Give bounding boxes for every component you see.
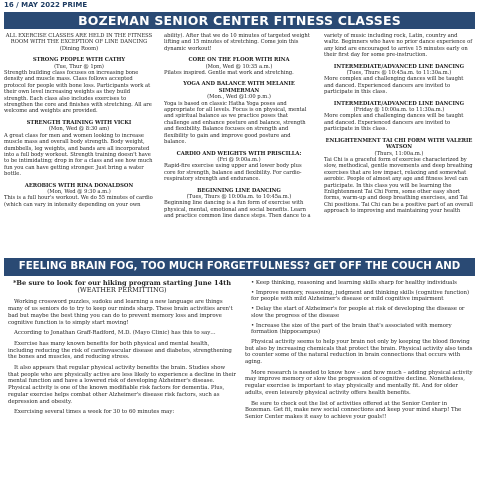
benefit-bullet: • Improve memory, reasoning, judgment and thinking skills (cognitive function) for people with mild Alzheimer's disease or mild cognitive impairment — [251, 289, 470, 303]
class-time: (Mon, Wed @ 10:35 a.m.) — [205, 63, 273, 70]
class-desc: This is a full hour's workout. We do 55 minutes of cardio (which can vary in intensity depending on your own — [4, 195, 153, 208]
page-label: 16 / MAY 2022 PRIME — [4, 1, 88, 9]
brain-fog-banner: FEELING BRAIN FOG, TOO MUCH FORGETFULNESS? GET OFF THE COUCH AND START MOVING!! — [4, 258, 475, 276]
benefit-bullet: • Increase the size of the part of the brain that's associated with memory formation (hippocampus) — [251, 322, 452, 336]
hiking-notice: *Be sure to look for our hiking program starting June 14th — [12, 280, 231, 287]
article-paragraph: According to Jonathan Graff-Radford, M.D. (Mayo Clinic) has this to say… — [14, 330, 216, 337]
class-title: STRENGTH TRAINING WITH VICKI — [26, 119, 132, 126]
class-title: AEROBICS WITH RINA DONALDSON — [24, 182, 134, 189]
class-title: ENLIGHTENMENT TAI CHI FORM WITH VALERIE WATSON — [325, 137, 473, 151]
class-title: INTERMEDIATE/ADVANCED LINE DANCING — [333, 63, 465, 70]
class-desc: A great class for men and women looking to increase muscle mass and overall body strength. Body weight, dumbbells, leg weights, and bands are all incorporated into a full body workout. Strength training doesn't have to be intimidating; drop in for a class and see how much fun you can have getting stronger. Just bring a water bottle. — [4, 132, 153, 178]
class-title: CORE ON THE FLOOR WITH RINA — [188, 57, 290, 64]
article-paragraph: Be sure to check out the list of activities offered at the Senior Center in Bozeman. Get fit, make new social connections and keep your mind sharp! The Senior Center makes it easy to achieve your goals!! — [245, 400, 462, 420]
class-title: CARDIO AND WEIGHTS WITH PRISCILLA: — [176, 150, 302, 157]
class-time: (Friday @ 10:00a.m. to 11:30a.m.) — [353, 107, 445, 114]
intro-text: ALL EXERCISE CLASSES ARE HELD IN THE FITNESS ROOM WITH THE EXCEPTION OF LINE DANCING (Dining Room) — [5, 33, 153, 52]
article-paragraph: It also appears that regular physical activity benefits the brain. Studies show that people who are physically active are less likely to experience a decline in their mental function and have a lowered risk of developing Alzheimer's disease. Physical activity is one of the known modifiable risk factors for dementia. Plus, regular exercise helps combat other Alzheimer's disease risk factors, such as depression and obesity. — [8, 365, 236, 405]
continued-text: variety of music including rock, Latin, country and waltz. Beginners who have no prior dance experience of any kind are encouraged to arrive 15 minutes early on their first day for some pre-instruction. — [324, 33, 473, 59]
column-2 — [164, 33, 314, 256]
class-desc: Beginning line dancing is a fun form of exercise with physical, mental, emotional and social benefits. Learn and practice common line dance steps. Then dance to a — [164, 200, 311, 220]
class-time: (Fri @ 9:00a.m.) — [217, 156, 261, 163]
class-time: (Mon., Wed @1:00 p.m.) — [207, 94, 271, 101]
article-paragraph: Working crossword puzzles, sudoku and learning a new language are things many of us seniors do to try to keep our minds sharp. These brain activities aren't bad but maybe the best thing you can do to prevent memory loss and improve cognitive function is to simply start moving! — [8, 299, 233, 326]
class-time: (Tues, Thurs @ 10:00a.m. to 10:45a.m.) — [186, 193, 292, 200]
article-paragraph: Exercising several times a week for 30 to 60 minutes may: — [14, 409, 175, 416]
benefit-bullet: • Keep thinking, reasoning and learning skills sharp for healthy individuals — [251, 280, 457, 286]
class-desc: Pilates inspired. Gentle mat work and stretching. — [164, 70, 294, 77]
article-paragraph: Exercise has many known benefits for both physical and mental health, including reducing the risk of cardiovascular disease and diabetes, strengthening the bones and muscles, and reducing stress. — [8, 340, 232, 361]
class-desc: Tai Chi is a graceful form of exercise characterized by slow, methodical, gentle movements and deep breathing exercises that are low impact, relaxing and somewhat aerobic. People of almost any age and fitness level can participate. In this class you will be learning the Enlightenment Tai Chi Form, some other easy short forms, warm-up and deep breathing exercises, and Tai Chi positions. Tai Chi can be a positive part of an overall approach to improving and maintaining your health — [324, 156, 473, 215]
benefit-bullet: • Delay the start of Alzheimer's for people at risk of developing the disease or slow the progress of the disease — [251, 306, 465, 319]
column-3 — [324, 33, 474, 256]
article-paragraph: Physical activity seems to help your brain not only by keeping the blood flowing but also by increasing chemicals that protect the brain. Physical activity also tends to counter some of the natural reduction in brain connections that occurs with aging. — [245, 338, 473, 366]
class-time: (Tue, Thur @ 1pm) — [54, 63, 104, 70]
class-desc: Yoga is based on classic Hatha Yoga poses and appropriate for all levels. Focus is on physical, mental and spiritual balance as we practice poses that challenge and enhance posture and balance, strength and flexibility. Balance focuses on strength and flexibility to gain and improve good posture and balance. — [164, 100, 307, 146]
class-title: INTERMEDIATE/ADVANCED LINE DANCING — [333, 100, 465, 107]
class-title: YOGA AND BALANCE WITH MELANIE SIMMERMAN — [183, 81, 295, 94]
article-paragraph: More research is needed to know how – and how much – adding physical activity may improve memory or slow the progression of cognitive decline. Nonetheless, regular exercise is important to stay physically and mentally fit. And for older adults, even leisurely physical activity offers health benefits. — [245, 369, 473, 396]
class-desc: More complex and challenging dances will be taught and danced. Experienced dancers are invited to participate in this class. — [324, 113, 464, 133]
fitness-classes-section — [4, 33, 475, 256]
class-title: STRONG PEOPLE WITH CATHY — [32, 57, 126, 64]
article-column-right — [245, 280, 473, 478]
hiking-notice-sub: (WEATHER PERMITTING) — [77, 285, 167, 294]
page-title: BOZEMAN SENIOR CENTER FITNESS CLASSES — [4, 12, 475, 29]
class-title: BEGINNING LINE DANCING — [197, 187, 281, 194]
class-time: (Tues, Thurs @ 10:45a.m. to 11:30a.m.) — [346, 70, 452, 77]
class-time: (Mon, Wed @ 8:30 am) — [48, 126, 110, 133]
class-desc: Strength building class focuses on increasing bone density and muscle mass. Class follows accepted protocol for people with bone loss. Participants work at their own level increasing weights as they build strength. Each class also includes exercises to strengthen the core and finishes with stretching. All are welcome and weights are provided. — [4, 70, 152, 115]
class-time: (Mon, Wed @ 9:30 a.m.) — [47, 188, 111, 195]
article-column-left — [8, 280, 236, 478]
class-desc: Rapid-fire exercise using upper and lower body plus core for strength, balance and flexibility. For cardio-respiratory strength and endurance. — [164, 163, 302, 183]
continued-text: ability). After that we do 10 minutes of targeted weight lifting and 15 minutes of stretching. Come join this dynamic workout! — [164, 33, 310, 52]
column-1 — [4, 33, 154, 256]
class-time: (Thurs, 11:00a.m.) — [374, 150, 424, 157]
class-desc: More complex and challenging dances will be taught and danced. Experienced dancers are invited to participate in this class. — [324, 76, 464, 96]
